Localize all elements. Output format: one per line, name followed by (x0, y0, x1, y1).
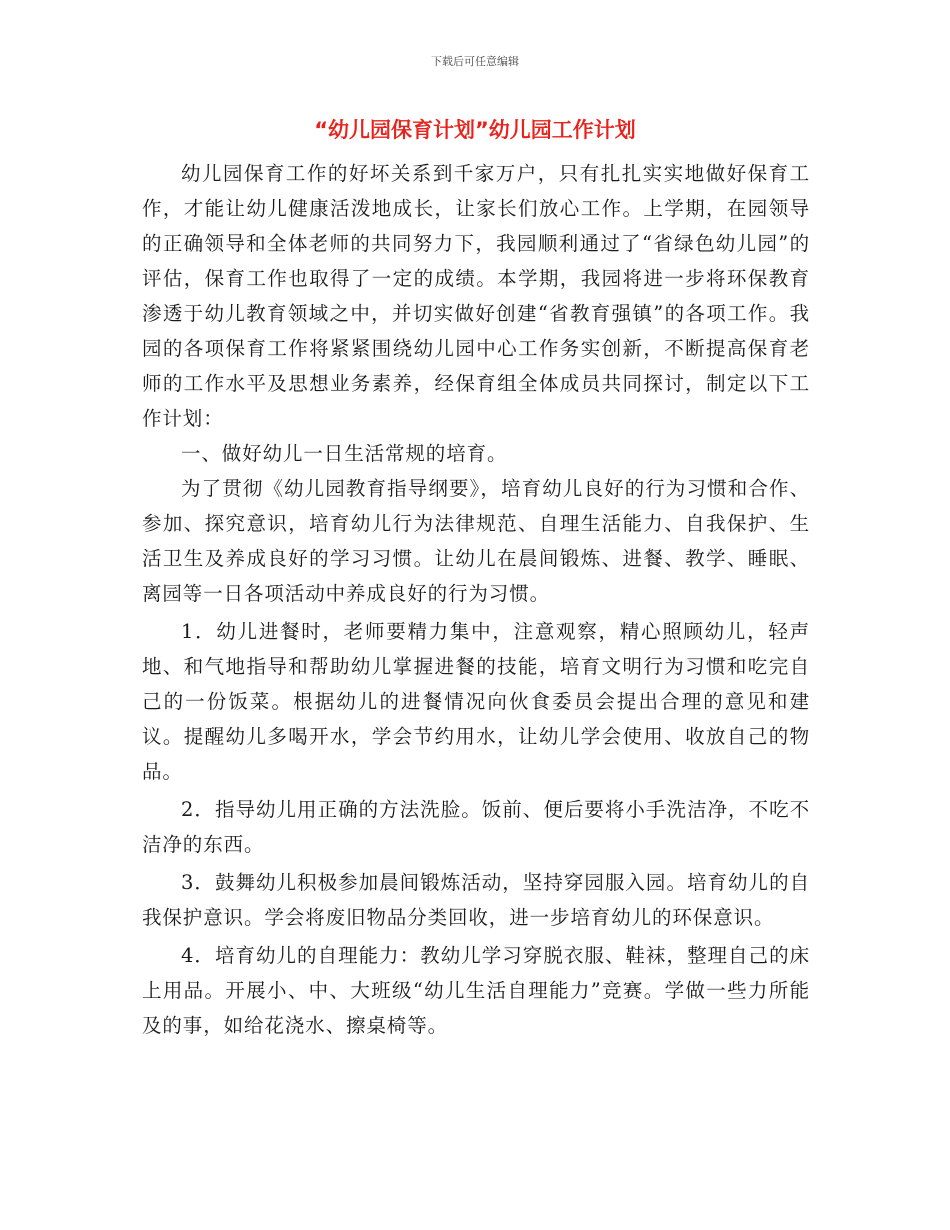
paragraph-section-1: 为了贯彻《幼儿园教育指导纲要》，培育幼儿良好的行为习惯和合作、参加、探究意识，培育幼儿行为法律规范、自理生活能力、自我保护、生活卫生及养成良好的学习习惯。让幼儿在晨间锻炼、进餐、教学、睡眠、离园等一日各项活动中养成良好的行为习惯。 (142, 477, 810, 605)
list-item-4: 4．培育幼儿的自理能力：教幼儿学习穿脱衣服、鞋袜，整理自己的床上用品。开展小、中、大班级“幼儿生活自理能力”竞赛。学做一些力所能及的事，如给花浇水、擦桌椅等。 (142, 944, 810, 1037)
list-item-1: 1．幼儿进餐时，老师要精力集中，注意观察，精心照顾幼儿，轻声地、和气地指导和帮助幼儿掌握进餐的技能，培育文明行为习惯和吃完自己的一份饭菜。根据幼儿的进餐情况向伙食委员会提出合理的意见和建议。提醒幼儿多喝开水，学会节约用水，让幼儿学会使用、收放自己的物品。 (142, 620, 810, 783)
document-title: “幼儿园保育计划”幼儿园工作计划 (314, 118, 636, 142)
paragraph-intro: 幼儿园保育工作的好坏关系到千家万户，只有扎扎实实地做好保育工作，才能让幼儿健康活泼地成长，让家长们放心工作。上学期，在园领导的正确领导和全体老师的共同努力下，我园顺利通过了“省绿色幼儿园”的评估，保育工作也取得了一定的成绩。本学期，我园将进一步将环保教育渗透于幼儿教育领域之中，并切实做好创建“省教育强镇”的各项工作。我园的各项保育工作将紧紧围绕幼儿园中心工作务实创新，不断提高保育老师的工作水平及思想业务素养，经保育组全体成员共同探讨，制定以下工作计划： (142, 162, 810, 430)
list-item-2: 2．指导幼儿用正确的方法洗脸。饭前、便后要将小手洗洁净，不吃不洁净的东西。 (142, 798, 810, 856)
section-heading-1: 一、做好幼儿一日生活常规的培育。 (181, 442, 508, 465)
list-item-3: 3．鼓舞幼儿积极参加晨间锻炼活动，坚持穿园服入园。培育幼儿的自我保护意识。学会将废旧物品分类回收，进一步培育幼儿的环保意识。 (142, 871, 810, 929)
page-header-note: 下载后可任意编辑 (431, 55, 519, 68)
document-body (142, 156, 810, 1046)
